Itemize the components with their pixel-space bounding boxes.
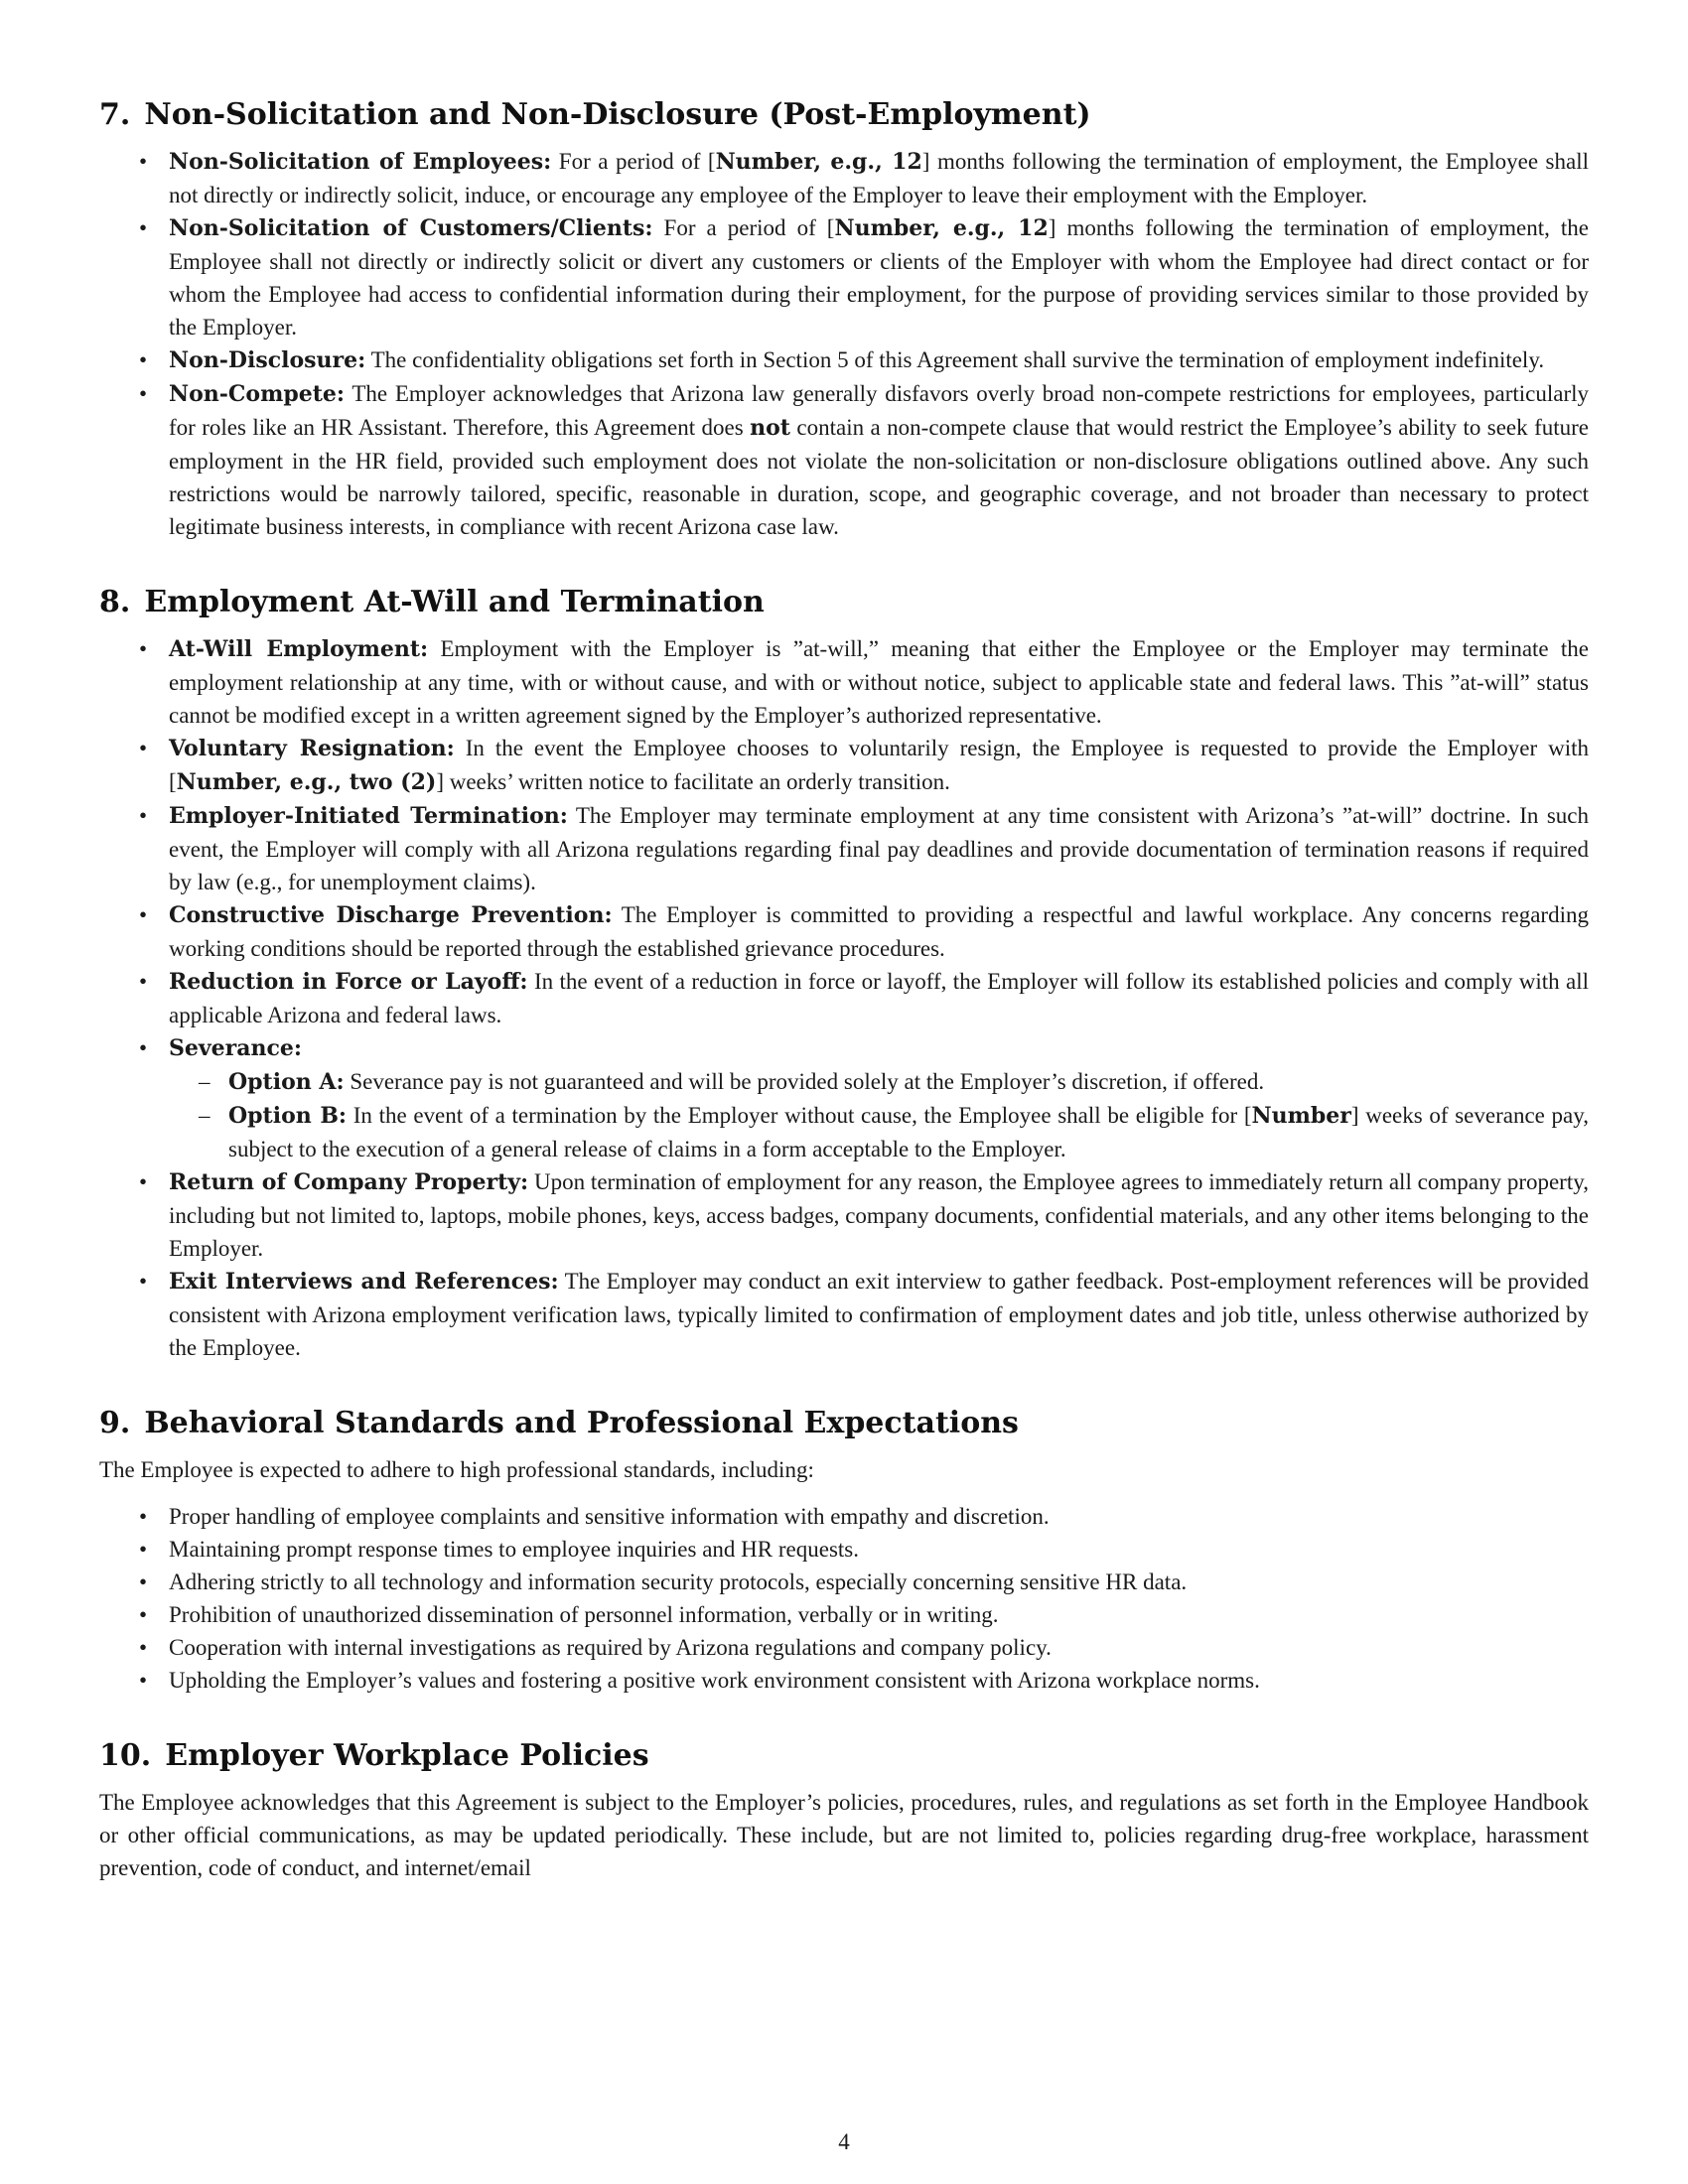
list-item bbox=[99, 211, 1589, 343]
list-item: • Maintaining prompt response times to employee inquiries and HR requests. bbox=[99, 1533, 1589, 1566]
list-item bbox=[99, 1165, 1589, 1265]
option-text: In the event of a termination by the Employer without cause, the Employee shall be eligible for [ bbox=[352, 1103, 1252, 1128]
section-9-heading bbox=[99, 1404, 1589, 1443]
item-text: The Employer may terminate employment at any time consistent with Arizona’s ”at-will” doctrine. In such event, the Employer will comply with all Arizona regulations regarding final pay deadlines and provide documentation of termination reasons if required by law (e.g., for unemployment claims). bbox=[169, 803, 1589, 894]
item-text: ] weeks’ written notice to facilitate an orderly transition. bbox=[436, 769, 950, 794]
list-item bbox=[99, 965, 1589, 1031]
item-text: The Employer is committed to providing a respectful and lawful workplace. Any concerns regarding working conditions should be reported through the established grievance procedures. bbox=[169, 902, 1589, 961]
item-lead: Non-Compete: bbox=[169, 381, 346, 407]
item-lead: At-Will Employment: bbox=[169, 636, 429, 662]
section-number: 8. bbox=[99, 585, 131, 619]
list-item: • Prohibition of unauthorized dissemination of personnel information, verbally or in writing. bbox=[99, 1598, 1589, 1631]
list-item bbox=[99, 632, 1589, 732]
item-text: Employment with the Employer is ”at-will,” meaning that either the Employee or the Employer may terminate the employment relationship at any time, with or without cause, and with or without notice, subject to applicable state and federal laws. This ”at-will” status cannot be modified except in a written agreement signed by the Employer’s authorized representative. bbox=[169, 636, 1590, 728]
item-text: Upon termination of employment for any reason, the Employee agrees to immediately return all company property, including but not limited to, laptops, mobile phones, keys, access badges, company documents, confidential materials, and any other items belonging to the Employer. bbox=[169, 1169, 1589, 1261]
section-title: Employer Workplace Policies bbox=[165, 1738, 649, 1773]
section-title: Behavioral Standards and Professional Expectations bbox=[144, 1406, 1019, 1440]
item-text: The Employer acknowledges that Arizona law generally disfavors overly broad non-compete restrictions for employees, particularly for roles like an HR Assistant. Therefore, this Agreement does bbox=[169, 381, 1589, 440]
sub-list-item bbox=[169, 1065, 1589, 1099]
list-item bbox=[99, 1265, 1589, 1364]
placeholder-value: Number, e.g., 12 bbox=[715, 149, 922, 175]
section-9-intro: The Employee is expected to adhere to high professional standards, including: bbox=[99, 1457, 814, 1482]
severance-options bbox=[169, 1065, 1589, 1165]
item-text: ] months following the termination of employment, the Employee shall not directly or indirectly solicit, induce, or encourage any employee of the Employer to leave their employment with the Employer. bbox=[169, 149, 1590, 207]
placeholder-value: Number, e.g., two (2) bbox=[176, 769, 437, 795]
page-number: 4 bbox=[838, 2129, 850, 2154]
item-lead: Reduction in Force or Layoff: bbox=[169, 969, 528, 995]
section-number: 9. bbox=[99, 1406, 131, 1440]
list-item bbox=[99, 377, 1589, 543]
list-item: • Adhering strictly to all technology and information security protocols, especially concerning sensitive HR data. bbox=[99, 1566, 1589, 1598]
item-lead: Exit Interviews and References: bbox=[169, 1269, 559, 1295]
placeholder-value: Number bbox=[1251, 1103, 1351, 1129]
option-text: Severance pay is not guaranteed and will be provided solely at the Employer’s discretion, if offered. bbox=[350, 1069, 1265, 1094]
section-title: Employment At-Will and Termination bbox=[144, 585, 765, 619]
list-item bbox=[99, 732, 1589, 799]
item-lead: Non-Disclosure: bbox=[169, 347, 366, 373]
list-item bbox=[99, 1031, 1589, 1165]
item-text: In the event of a reduction in force or layoff, the Employer will follow its established policies and comply with all applicable Arizona and federal laws. bbox=[169, 969, 1589, 1027]
section-9-list bbox=[99, 1500, 1589, 1697]
item-text: For a period of [ bbox=[663, 215, 835, 240]
section-8-list bbox=[99, 632, 1589, 1364]
section-number: 10. bbox=[99, 1738, 152, 1773]
section-8-heading bbox=[99, 583, 1589, 622]
item-text: contain a non-compete clause that would restrict the Employee’s ability to seek future employment in the HR field, provided such employment does not violate the non-solicitation or non-disclosure obligations outlined above. Any such restrictions would be narrowly tailored, specific, reasonable in duration, scope, and geographic coverage, and not broader than necessary to protect legitimate business interests, in compliance with recent Arizona case law. bbox=[169, 415, 1589, 539]
item-text: The Employer may conduct an exit interview to gather feedback. Post-employment references will be provided consistent with Arizona employment verification laws, typically limited to confirmation of employment dates and job title, unless otherwise authorized by the Employee. bbox=[169, 1269, 1589, 1360]
section-10-heading bbox=[99, 1736, 1589, 1776]
list-item: • Upholding the Employer’s values and fostering a positive work environment consistent with Arizona workplace norms. bbox=[99, 1664, 1589, 1697]
section-number: 7. bbox=[99, 97, 131, 132]
item-lead: Constructive Discharge Prevention: bbox=[169, 902, 613, 928]
section-7-list bbox=[99, 145, 1589, 543]
item-lead: Voluntary Resignation: bbox=[169, 736, 455, 761]
item-text: ] months following the termination of employment, the Employee shall not directly or indirectly solicit or divert any customers or clients of the Employer with whom the Employee had direct contact or for whom the Employee had access to confidential information during their employment, for the purpose of providing services similar to those provided by the Employer. bbox=[169, 215, 1590, 340]
document-page bbox=[99, 95, 1589, 1898]
item-lead: Non-Solicitation of Employees: bbox=[169, 149, 552, 175]
section-10-body: The Employee acknowledges that this Agreement is subject to the Employer’s policies, procedures, rules, and regulations as set forth in the Employee Handbook or other official communications, as may be updated periodically. These include, but are not limited to, policies regarding drug-free workplace, harassment prevention, code of conduct, and internet/email bbox=[99, 1790, 1589, 1880]
emphasis-not: not bbox=[750, 415, 790, 441]
sub-list-item bbox=[169, 1099, 1589, 1165]
section-7-heading bbox=[99, 95, 1589, 135]
list-item bbox=[99, 343, 1589, 377]
placeholder-value: Number, e.g., 12 bbox=[834, 215, 1049, 241]
list-item bbox=[99, 799, 1589, 898]
list-item: • Proper handling of employee complaints and sensitive information with empathy and discretion. bbox=[99, 1500, 1589, 1533]
list-item bbox=[99, 145, 1589, 211]
section-title: Non-Solicitation and Non-Disclosure (Post-Employment) bbox=[144, 97, 1091, 132]
item-lead: Non-Solicitation of Customers/Clients: bbox=[169, 215, 653, 241]
option-text: ] weeks of severance pay, subject to the execution of a general release of claims in a form acceptable to the Employer. bbox=[228, 1103, 1590, 1161]
list-item: • Cooperation with internal investigations as required by Arizona regulations and company policy. bbox=[99, 1631, 1589, 1664]
item-lead: Return of Company Property: bbox=[169, 1169, 529, 1195]
item-text: In the event the Employee chooses to voluntarily resign, the Employee is requested to provide the Employer with [ bbox=[169, 736, 1589, 794]
item-lead: Employer-Initiated Termination: bbox=[169, 803, 568, 829]
option-lead: Option A: bbox=[228, 1069, 345, 1095]
item-lead: Severance: bbox=[169, 1035, 303, 1061]
item-text: For a period of [ bbox=[558, 149, 716, 174]
option-lead: Option B: bbox=[228, 1103, 348, 1129]
list-item bbox=[99, 898, 1589, 965]
item-text: The confidentiality obligations set forth in Section 5 of this Agreement shall survive the termination of employment indefinitely. bbox=[370, 347, 1545, 372]
